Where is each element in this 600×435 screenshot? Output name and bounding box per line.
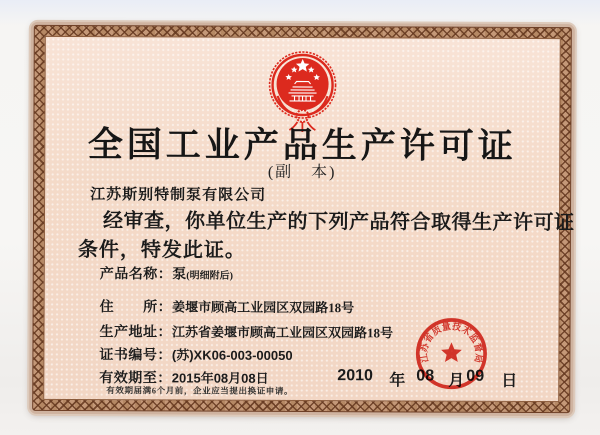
certificate-number-value: (苏)XK06-003-00050 — [171, 347, 293, 363]
certificate-title: 全国工业产品生产许可证 — [87, 125, 517, 166]
production-address-label: 生产地址： — [99, 325, 173, 341]
statement-line1: 经审查，你单位生产的下列产品符合取得生产许可证 — [102, 210, 575, 235]
product-name-value: 泵 — [172, 267, 187, 283]
certificate-border-band — [32, 25, 575, 413]
field-row-product-name — [100, 263, 233, 284]
valid-until-value: 2015年08月08日 — [171, 370, 269, 386]
certificate — [29, 22, 575, 416]
residence-value: 姜堰市顾高工业园区双园路18号 — [172, 299, 355, 316]
production-address-value: 江苏省姜堰市顾高工业园区双园路18号 — [171, 324, 394, 341]
field-row-production-address — [99, 321, 393, 342]
residence-label: 住 所： — [99, 300, 173, 316]
field-row-residence — [100, 296, 355, 317]
product-name-label: 产品名称： — [99, 267, 173, 283]
field-row-certificate-number — [99, 344, 292, 365]
issue-month: 08 — [416, 367, 435, 385]
valid-until-label: 有效期至： — [99, 371, 172, 387]
certificate-subtitle: (副 本) — [267, 163, 337, 182]
certificate-body — [43, 36, 575, 402]
product-name-note: (明细附后) — [186, 270, 233, 282]
seal-text: 江苏省质量技术监督局 — [418, 320, 485, 366]
issue-year-unit: 年 — [389, 372, 406, 390]
certificate-number-label: 证书编号： — [99, 348, 172, 364]
issue-day: 09 — [466, 367, 485, 385]
issue-year: 2010 — [337, 367, 373, 385]
issue-month-unit: 月 — [448, 372, 465, 390]
issue-day-unit: 日 — [501, 372, 518, 390]
company-name: 江苏斯别特制泵有限公司 — [90, 187, 267, 204]
official-seal-stamp — [400, 302, 502, 404]
renewal-footnote: 有效期届满6个月前，企业应当提出换证申请。 — [106, 385, 294, 396]
statement-line2: 条件，特发此证。 — [77, 239, 246, 262]
